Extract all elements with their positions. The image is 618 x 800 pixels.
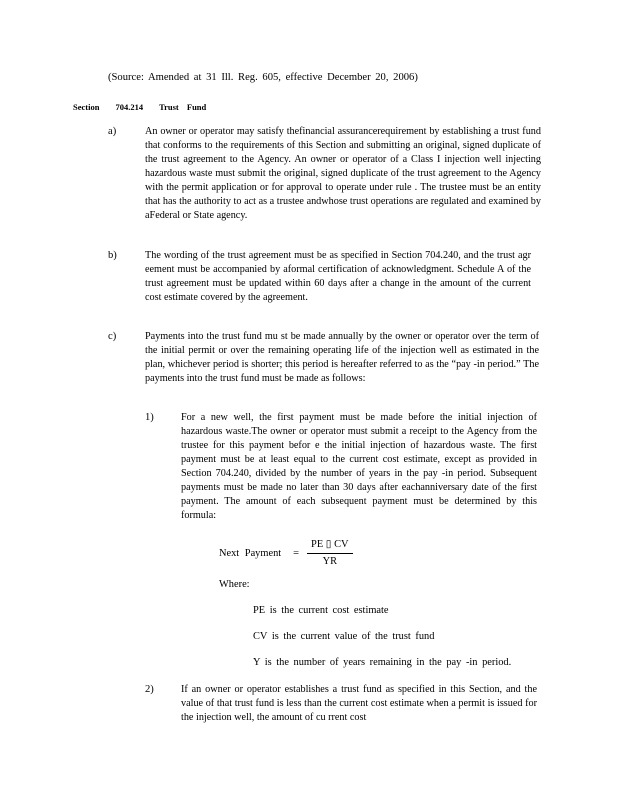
formula-equals: = [293, 547, 300, 559]
section-heading [73, 100, 206, 114]
section-title: Trust Fund [159, 102, 207, 112]
formula-fraction [307, 539, 352, 568]
section-label: Section [73, 102, 100, 112]
section-number: 704.214 [115, 102, 144, 112]
subitem-2-text: If an owner or operator establishes a trust fund as specified in this Section, and the value of that trust fund is less than the current cost estimate when a permit is issued for the injection well, the amount of cu rrent cost [181, 684, 537, 723]
item-b-label: b) [108, 250, 117, 261]
item-a-text: An owner or operator may satisfy thefinancial assurancerequirement by establishing a trust fund that conforms to the requirements of this Section and submitting an original, signed duplicate of the trust agreement to the Agency. An owner or operator of a Class I injection well injecting hazardous waste must submit the original, signed duplicate of the trust agreement to the Agency with the permit application or for approval to operate under rule . The trustee must be an entity that has the authority to act as a trustee andwhose trust operations are regulated and examined by aFederal or State agency. [145, 126, 541, 221]
item-a-label: a) [108, 126, 117, 137]
item-c-text: Payments into the trust fund mu st be made annually by the owner or operator over the term of the initial permit or over the remaining operating life of the injection well as estimated in the plan, whichever period is shorter; this period is hereafter referred to as the “pay -in period.” The payments into the trust fund must be made as follows: [145, 331, 539, 384]
source-note: (Source: Amended at 31 Ill. Reg. 605, effective December 20, 2006) [108, 72, 418, 83]
formula-lhs: Next Payment [219, 547, 282, 559]
payment-formula [219, 539, 353, 568]
formula-numerator: PE ▯ CV [307, 539, 352, 554]
definition-cv: CV is the current value of the trust fund [253, 631, 435, 642]
definition-y: Y is the number of years remaining in the pay -in period. [253, 657, 512, 668]
definition-pe: PE is the current cost estimate [253, 605, 389, 616]
formula-denominator: YR [322, 556, 337, 567]
where-label: Where: [219, 579, 250, 590]
item-c-label: c) [108, 331, 117, 342]
subitem-1-label: 1) [145, 412, 154, 423]
subitem-2-label: 2) [145, 684, 154, 695]
item-b-text: The wording of the trust agreement must be as specified in Section 704.240, and the trust agr eement must be accompanied by aformal certification of acknowledgment. Schedule A of the trust agreement must be updated within 60 days after a change in the amount of the current cost estimate covered by the agreement. [145, 250, 531, 303]
subitem-1-text: For a new well, the first payment must be made before the initial injection of hazardous waste.The owner or operator must submit a receipt to the Agency from the trustee for this payment befor e the initial injection of hazardous waste. The first payment must be at least equal to the current cost estimate, except as provided in Section 704.240, divided by the number of years in the pay -in period. Subsequent payments must be made no later than 30 days after eachanniversary date of the first payment. The amount of each subsequent payment must be determined by this formula: [181, 412, 537, 521]
